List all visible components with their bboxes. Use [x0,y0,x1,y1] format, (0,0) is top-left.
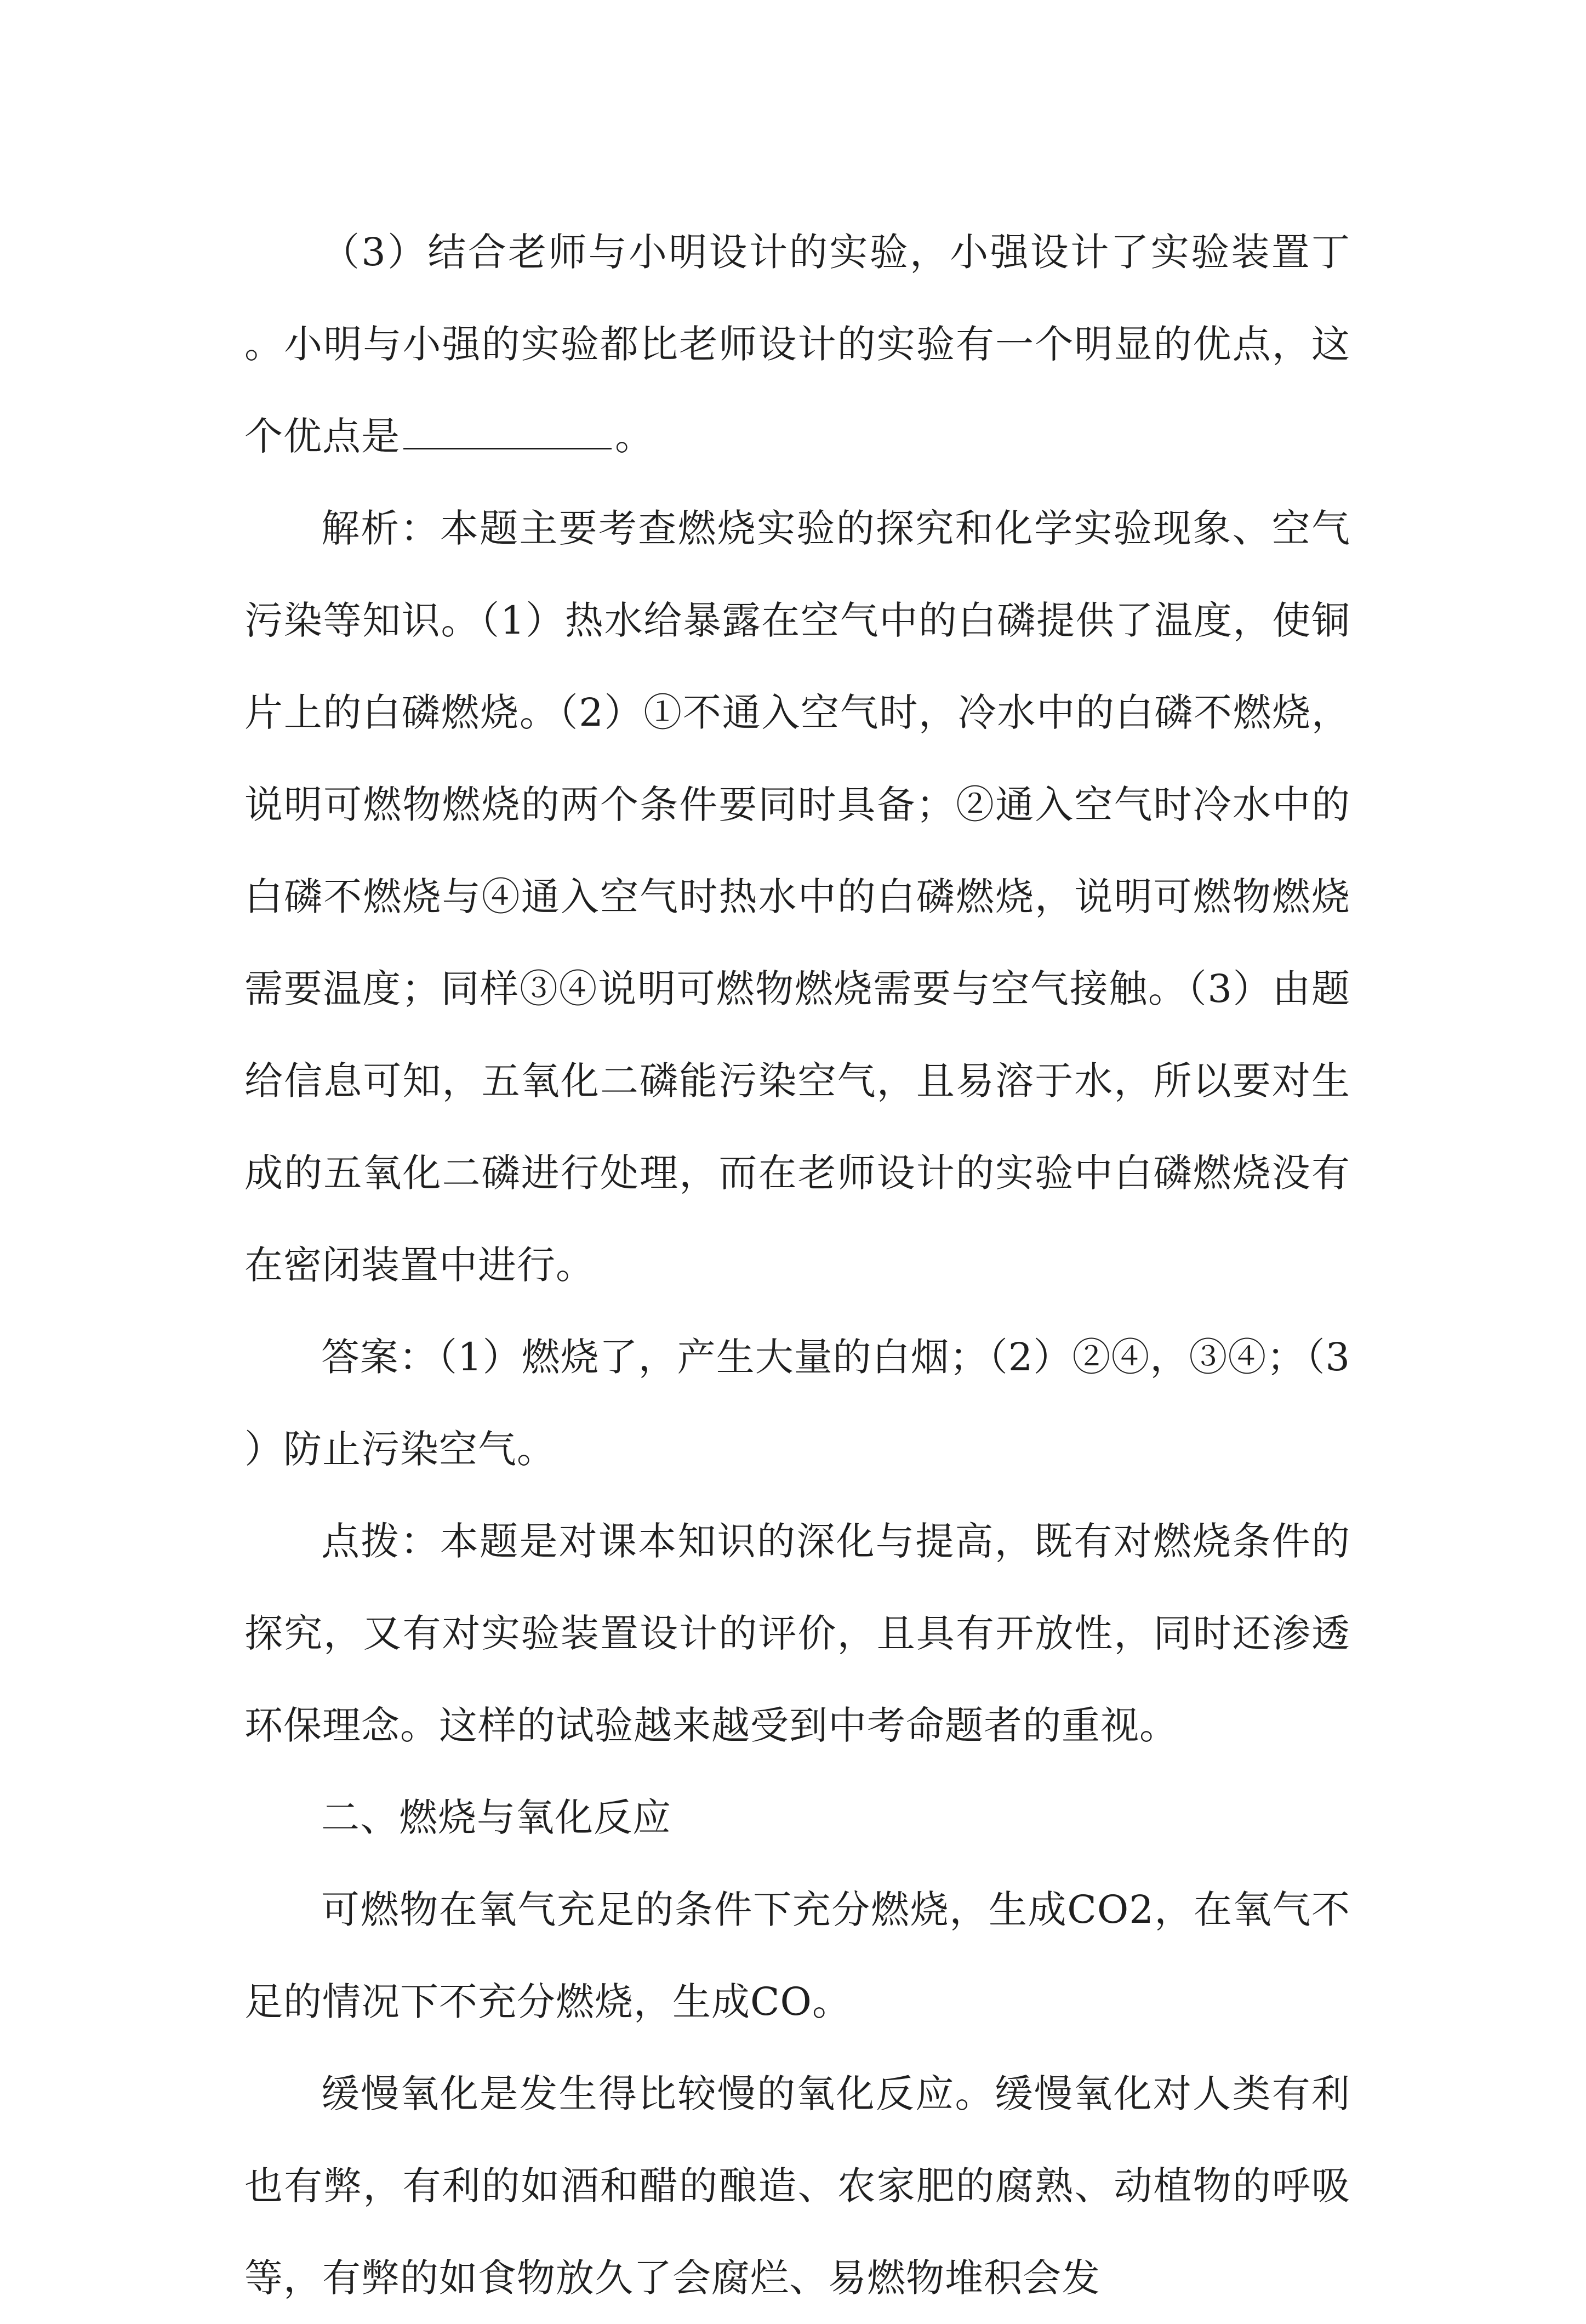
question-3-paragraph [244,206,1350,482]
analysis-paragraph: 解析：本题主要考查燃烧实验的探究和化学实验现象、空气污染等知识。（1）热水给暴露在空气中的白磷提供了温度，使铜片上的白磷燃烧。（2）①不通入空气时，冷水中的白磷不燃烧，说明可燃物燃烧的两个条件要同时具备；②通入空气时冷水中的白磷不燃烧与④通入空气时热水中的白磷燃烧，说明可燃物燃烧需要温度；同样③④说明可燃物燃烧需要与空气接触。（3）由题给信息可知，五氧化二磷能污染空气，且易溶于水，所以要对生成的五氧化二磷进行处理，而在老师设计的实验中白磷燃烧没有在密闭装置中进行。 [244,506,1350,1288]
tip-paragraph: 点拨：本题是对课本知识的深化与提高，既有对燃烧条件的探究，又有对实验装置设计的评价，且具有开放性，同时还渗透环保理念。这样的试验越来越受到中考命题者的重视。 [244,1519,1350,1748]
combustion-paragraph: 可燃物在氧气充足的条件下充分燃烧，生成CO2，在氧气不足的情况下不充分燃烧，生成CO。 [244,1887,1350,2024]
answer-blank [403,417,612,449]
answer-paragraph: 答案：（1）燃烧了，产生大量的白烟；（2）②④，③④；（3）防止污染空气。 [244,1335,1350,1472]
document-page [244,206,1350,2324]
slow-oxidation-paragraph: 缓慢氧化是发生得比较慢的氧化反应。缓慢氧化对人类有利也有弊，有利的如酒和醋的酿造、农家肥的腐熟、动植物的呼吸等，有弊的如食物放久了会腐烂、易燃物堆积会发 [244,2071,1350,2300]
question-3-text: （3）结合老师与小明设计的实验，小强设计了实验装置丁。小明与小强的实验都比老师设计的实验有一个明显的优点，这个优点是 [244,230,1350,459]
question-3-end: 。 [615,414,654,459]
section-heading: 二、燃烧与氧化反应 [321,1795,671,1840]
